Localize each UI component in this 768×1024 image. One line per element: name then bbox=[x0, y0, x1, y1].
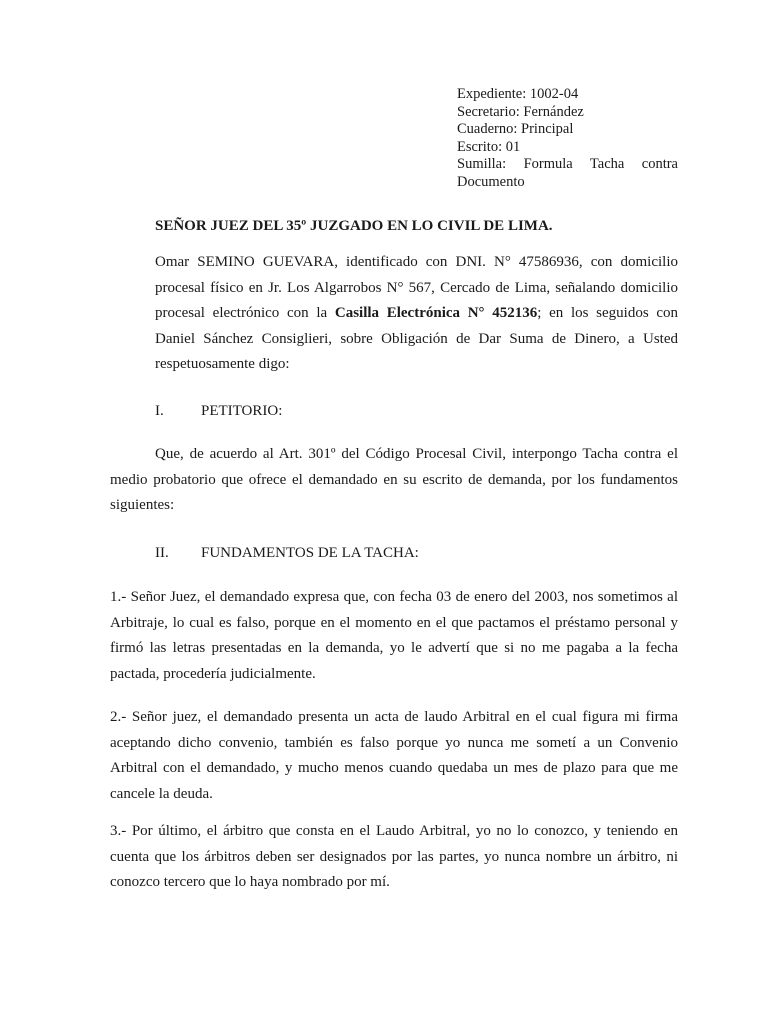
fundamento-paragraph-2: 2.- Señor juez, el demandado presenta un acta de laudo Arbitral en el cual figura mi firma aceptando dicho convenio, también es falso porque yo nunca me sometí a un Convenio Arbitral con el demandado, y mucho menos cuando quedaba un mes de plazo para que me cancele la deuda. bbox=[110, 709, 678, 802]
electronic-box-number: Casilla Electrónica N° 452136 bbox=[334, 305, 538, 321]
fundamento-paragraph-1: 1.- Señor Juez, el demandado expresa que, con fecha 03 de enero del 2003, nos sometimos al Arbitraje, lo cual es falso, porque en el momento en el que pactamos el préstamo personal y firmó las letras presentadas en la demanda, yo le advertí que si no me pagaba a la fecha pactada, procedería judicialmente. bbox=[110, 589, 678, 682]
case-header bbox=[457, 86, 678, 191]
section-title: PETITORIO: bbox=[201, 403, 283, 419]
intro-paragraph bbox=[155, 250, 678, 378]
secretary: Secretario: Fernández bbox=[457, 103, 584, 120]
filing-number: Escrito: 01 bbox=[457, 138, 521, 155]
intro-text-1: Omar SEMINO GUEVARA, identificado con DNI. N° 47586936, con domicilio procesal físico en Jr. Los Algarrobos N° 567, Cercado de Lima, señalando domicilio procesal electrónico con la bbox=[155, 254, 678, 321]
fundamento-paragraph-3: 3.- Por último, el árbitro que consta en el Laudo Arbitral, yo no lo conozco, y teniendo en cuenta que los árbitros deben ser designados por las partes, yo nunca nombre un árbitro, ni conozco tercero que lo haya nombrado por mí. bbox=[110, 823, 678, 890]
section-number: II. bbox=[155, 545, 169, 561]
addressee-heading: SEÑOR JUEZ DEL 35º JUZGADO EN LO CIVIL DE LIMA. bbox=[155, 218, 553, 234]
summary-line-1: Sumilla: Formula Tacha contra bbox=[457, 156, 678, 172]
intro-text-2: ; en los seguidos con Daniel Sánchez Consiglieri, sobre Obligación de Dar Suma de Dinero, a Usted respetuosamente digo: bbox=[155, 305, 678, 372]
notebook: Cuaderno: Principal bbox=[457, 121, 574, 137]
section-title: FUNDAMENTOS DE LA TACHA: bbox=[201, 545, 419, 561]
summary-line-2: Documento bbox=[457, 173, 525, 190]
section-number: I. bbox=[155, 403, 164, 419]
petitorio-paragraph: Que, de acuerdo al Art. 301º del Código Procesal Civil, interpongo Tacha contra el medio probatorio que ofrece el demandado en su escrito de demanda, por los fundamentos siguientes: bbox=[110, 446, 678, 513]
case-number: Expediente: 1002-04 bbox=[457, 86, 579, 102]
